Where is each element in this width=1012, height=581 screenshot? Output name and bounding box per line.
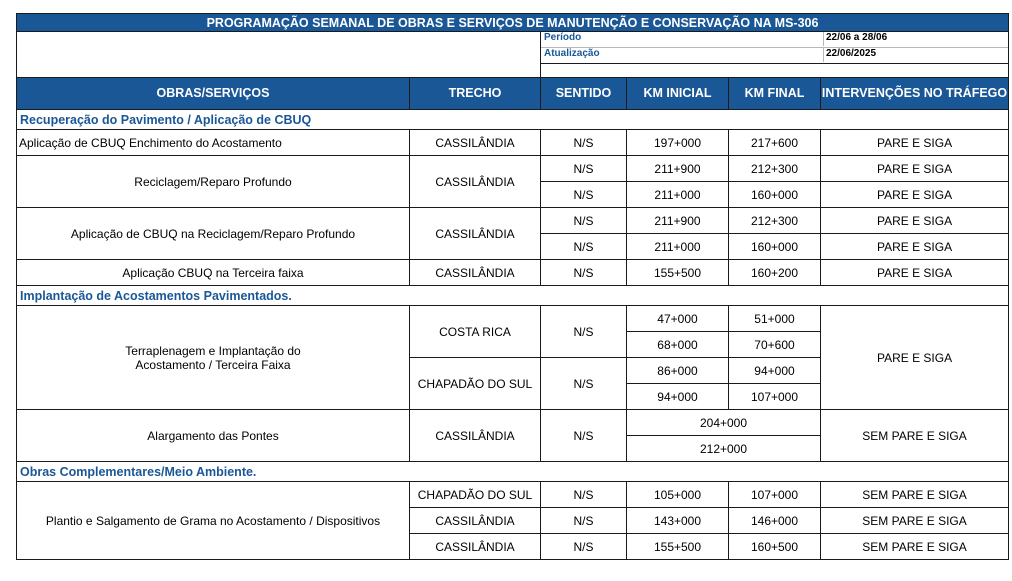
km-final-cell: 160+500 xyxy=(729,534,821,560)
section-heading: Obras Complementares/Meio Ambiente. xyxy=(17,462,1009,482)
km-inicial-cell: 155+500 xyxy=(627,260,729,286)
km-final-cell: 107+000 xyxy=(729,384,821,410)
trecho-cell: CASSILÂNDIA xyxy=(410,410,541,462)
header-obras: OBRAS/SERVIÇOS xyxy=(17,78,410,110)
header-km-inicial: KM INICIAL xyxy=(627,78,729,110)
km-final-cell: 107+000 xyxy=(729,482,821,508)
intervencao-cell: PARE E SIGA xyxy=(821,306,1009,410)
km-final-cell: 146+000 xyxy=(729,508,821,534)
intervencao-cell: PARE E SIGA xyxy=(821,234,1009,260)
km-inicial-cell: 155+500 xyxy=(627,534,729,560)
table-row xyxy=(17,156,1009,182)
km-inicial-cell: 211+000 xyxy=(627,182,729,208)
document-title: PROGRAMAÇÃO SEMANAL DE OBRAS E SERVIÇOS DE MANUTENÇÃO E CONSERVAÇÃO NA MS-306 xyxy=(17,14,1009,32)
obra-cell: Aplicação de CBUQ Enchimento do Acostamento xyxy=(17,130,410,156)
sentido-cell: N/S xyxy=(541,182,627,208)
sentido-cell: N/S xyxy=(541,130,627,156)
periodo-label: Período xyxy=(541,32,824,46)
km-final-cell: 94+000 xyxy=(729,358,821,384)
table-row xyxy=(17,410,1009,436)
intervencao-cell: PARE E SIGA xyxy=(821,208,1009,234)
km-inicial-cell: 105+000 xyxy=(627,482,729,508)
sentido-cell: N/S xyxy=(541,306,627,358)
sentido-cell: N/S xyxy=(541,358,627,410)
sentido-cell: N/S xyxy=(541,156,627,182)
km-inicial-cell: 47+000 xyxy=(627,306,729,332)
km-final-cell: 160+000 xyxy=(729,234,821,260)
km-cell: 204+000 xyxy=(627,410,821,436)
km-inicial-cell: 68+000 xyxy=(627,332,729,358)
trecho-cell: COSTA RICA xyxy=(410,306,541,358)
obra-cell: Reciclagem/Reparo Profundo xyxy=(17,156,410,208)
km-final-cell: 160+200 xyxy=(729,260,821,286)
km-inicial-cell: 86+000 xyxy=(627,358,729,384)
obra-cell: Aplicação de CBUQ na Reciclagem/Reparo Profundo xyxy=(17,208,410,260)
km-inicial-cell: 211+900 xyxy=(627,208,729,234)
trecho-cell: CASSILÂNDIA xyxy=(410,208,541,260)
periodo-value: 22/06 a 28/06 xyxy=(826,32,888,43)
km-inicial-cell: 197+000 xyxy=(627,130,729,156)
km-inicial-cell: 94+000 xyxy=(627,384,729,410)
obra-line: Acostamento / Terceira Faixa xyxy=(135,357,291,372)
table-row xyxy=(17,208,1009,234)
meta-gap xyxy=(541,64,1009,78)
km-inicial-cell: 211+900 xyxy=(627,156,729,182)
km-final-cell: 70+600 xyxy=(729,332,821,358)
sentido-cell: N/S xyxy=(541,208,627,234)
sentido-cell: N/S xyxy=(541,534,627,560)
atualizacao-label: Atualização xyxy=(541,48,824,62)
table-row xyxy=(17,306,1009,332)
intervencao-cell: PARE E SIGA xyxy=(821,182,1009,208)
obra-line: Terraplenagem e Implantação do xyxy=(125,343,301,358)
km-final-cell: 212+300 xyxy=(729,208,821,234)
trecho-cell: CASSILÂNDIA xyxy=(410,508,541,534)
sentido-cell: N/S xyxy=(541,508,627,534)
header-intervencoes: INTERVENÇÕES NO TRÁFEGO xyxy=(821,78,1009,110)
km-final-cell: 217+600 xyxy=(729,130,821,156)
meta-box xyxy=(541,32,1009,64)
trecho-cell: CASSILÂNDIA xyxy=(410,260,541,286)
trecho-cell: CASSILÂNDIA xyxy=(410,534,541,560)
intervencao-cell: SEM PARE E SIGA xyxy=(821,482,1009,508)
table-row xyxy=(17,482,1009,508)
trecho-cell: CASSILÂNDIA xyxy=(410,130,541,156)
intervencao-cell: PARE E SIGA xyxy=(821,156,1009,182)
sentido-cell: N/S xyxy=(541,482,627,508)
trecho-cell: CHAPADÃO DO SUL xyxy=(410,358,541,410)
schedule-table xyxy=(16,13,1009,560)
obra-cell: Alargamento das Pontes xyxy=(17,410,410,462)
intervencao-cell: PARE E SIGA xyxy=(821,260,1009,286)
sentido-cell: N/S xyxy=(541,260,627,286)
intervencao-cell: SEM PARE E SIGA xyxy=(821,508,1009,534)
header-km-final: KM FINAL xyxy=(729,78,821,110)
sentido-cell: N/S xyxy=(541,410,627,462)
trecho-cell: CASSILÂNDIA xyxy=(410,156,541,208)
intervencao-cell: SEM PARE E SIGA xyxy=(821,534,1009,560)
km-final-cell: 51+000 xyxy=(729,306,821,332)
km-inicial-cell: 211+000 xyxy=(627,234,729,260)
header-sentido: SENTIDO xyxy=(541,78,627,110)
section-heading: Implantação de Acostamentos Pavimentados. xyxy=(17,286,1009,306)
intervencao-cell: PARE E SIGA xyxy=(821,130,1009,156)
obra-cell: Aplicação CBUQ na Terceira faixa xyxy=(17,260,410,286)
header-trecho: TRECHO xyxy=(410,78,541,110)
km-final-cell: 160+000 xyxy=(729,182,821,208)
intervencao-cell: SEM PARE E SIGA xyxy=(821,410,1009,462)
km-cell: 212+000 xyxy=(627,436,821,462)
table-row xyxy=(17,260,1009,286)
table-row xyxy=(17,130,1009,156)
trecho-cell: CHAPADÃO DO SUL xyxy=(410,482,541,508)
sentido-cell: N/S xyxy=(541,234,627,260)
km-final-cell: 212+300 xyxy=(729,156,821,182)
obra-cell xyxy=(17,306,410,410)
atualizacao-value: 22/06/2025 xyxy=(826,48,877,59)
km-inicial-cell: 143+000 xyxy=(627,508,729,534)
section-heading: Recuperação do Pavimento / Aplicação de CBUQ xyxy=(17,110,1009,130)
obra-cell: Plantio e Salgamento de Grama no Acostamento / Dispositivos xyxy=(17,482,410,560)
header-row xyxy=(17,78,1009,110)
meta-blank xyxy=(17,32,541,78)
schedule-document xyxy=(16,13,1008,560)
